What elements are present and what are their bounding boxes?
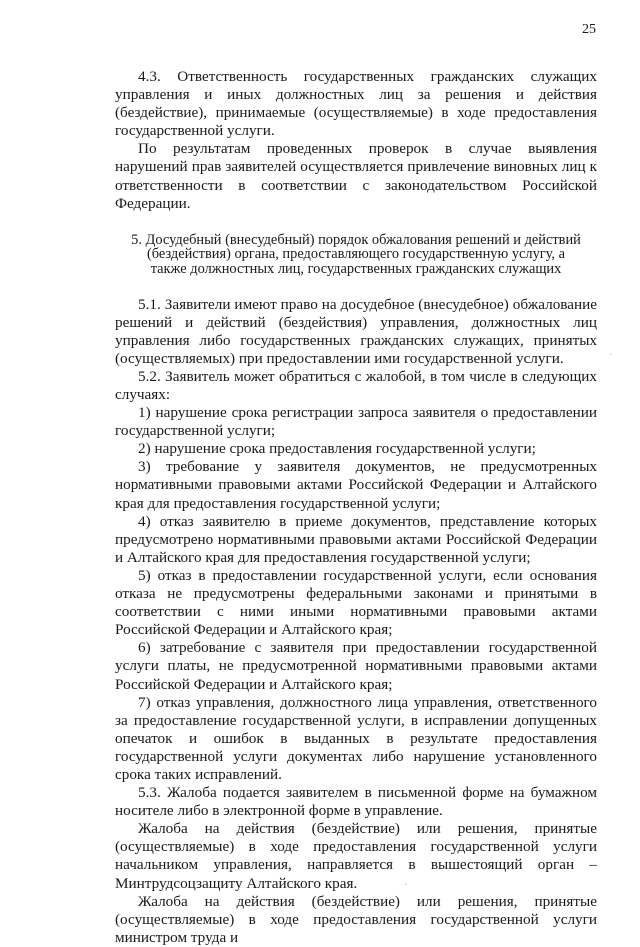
paragraph: 4.3. Ответственность государственных гражданских служащих управления и иных должностных лиц за решения и действия (бездействие), принимаемые (осуществляемые) в ходе предоставления государственной услуги. [115, 68, 597, 140]
list-item: 2) нарушение срока предоставления государственной услуги; [138, 440, 536, 458]
section-title: 5. Досудебный (внесудебный) порядок обжалования решений и действий (бездействия) органа, предоставляющего государственную услугу, а также должностных лиц, государственных гражданских служащих [131, 231, 581, 277]
list-item: 5) отказ в предоставлении государственной услуги, если основания отказа не предусмотрены федеральными законами и принятыми в соответствии с ними иными нормативными правовыми актами Российской Федерации и Алтайского края; [115, 566, 597, 639]
scan-speck: · [609, 350, 613, 361]
paragraph: 5.3. Жалоба подается заявителем в письменной форме на бумажном носителе либо в электронной форме в управление. [115, 784, 597, 820]
document-body [115, 68, 597, 947]
page-number: 25 [582, 22, 596, 37]
paragraph: 5.1. Заявители имеют право на досудебное (внесудебное) обжалование решений и действий (бездействия) управления, должностных лиц управления либо государственных гражданских служащих, принятых (осуществляемых) при предоставлении ими государственной услуги. [115, 295, 597, 367]
list-item: 1) нарушение срока регистрации запроса заявителя о предоставлении государственной услуги; [115, 404, 597, 440]
list-item: 6) затребование с заявителя при предоставлении государственной услуги платы, не предусмотренной нормативными правовыми актами Российской Федерации и Алтайского края; [115, 639, 597, 693]
list-item: 7) отказ управления, должностного лица управления, ответственного за предоставление государственной услуги, в исправлении допущенных опечаток и ошибок в выданных в результате предоставления государственной услуги документах либо нарушение установленного срока таких исправлений. [115, 693, 597, 783]
paragraph: Жалоба на действия (бездействие) или решения, принятые (осуществляемые) в ходе предоставления государственной услуги начальником управления, направляется в вышестоящий орган – Минтрудсоцзащиту Алтайского края. [115, 820, 597, 892]
list-item: 3) требование у заявителя документов, не предусмотренных нормативными правовыми актами Российской Федерации и Алтайского края для предоставления государственной услуги; [115, 458, 597, 512]
paragraph: Жалоба на действия (бездействие) или решения, принятые (осуществляемые) в ходе предоставления государственной услуги министром труда и [115, 892, 597, 946]
paragraph: По результатам проведенных проверок в случае выявления нарушений прав заявителей осуществляется привлечение виновных лиц к ответственности в соответствии с законодательством Российской Федерации. [115, 140, 597, 212]
list-item: 4) отказ заявителю в приеме документов, представление которых предусмотрено нормативными правовыми актами Российской Федерации и Алтайского края для предоставления государственной услуги; [115, 512, 597, 566]
scan-speck: · [404, 880, 408, 891]
paragraph: 5.2. Заявитель может обратиться с жалобой, в том числе в следующих случаях: [115, 367, 597, 403]
